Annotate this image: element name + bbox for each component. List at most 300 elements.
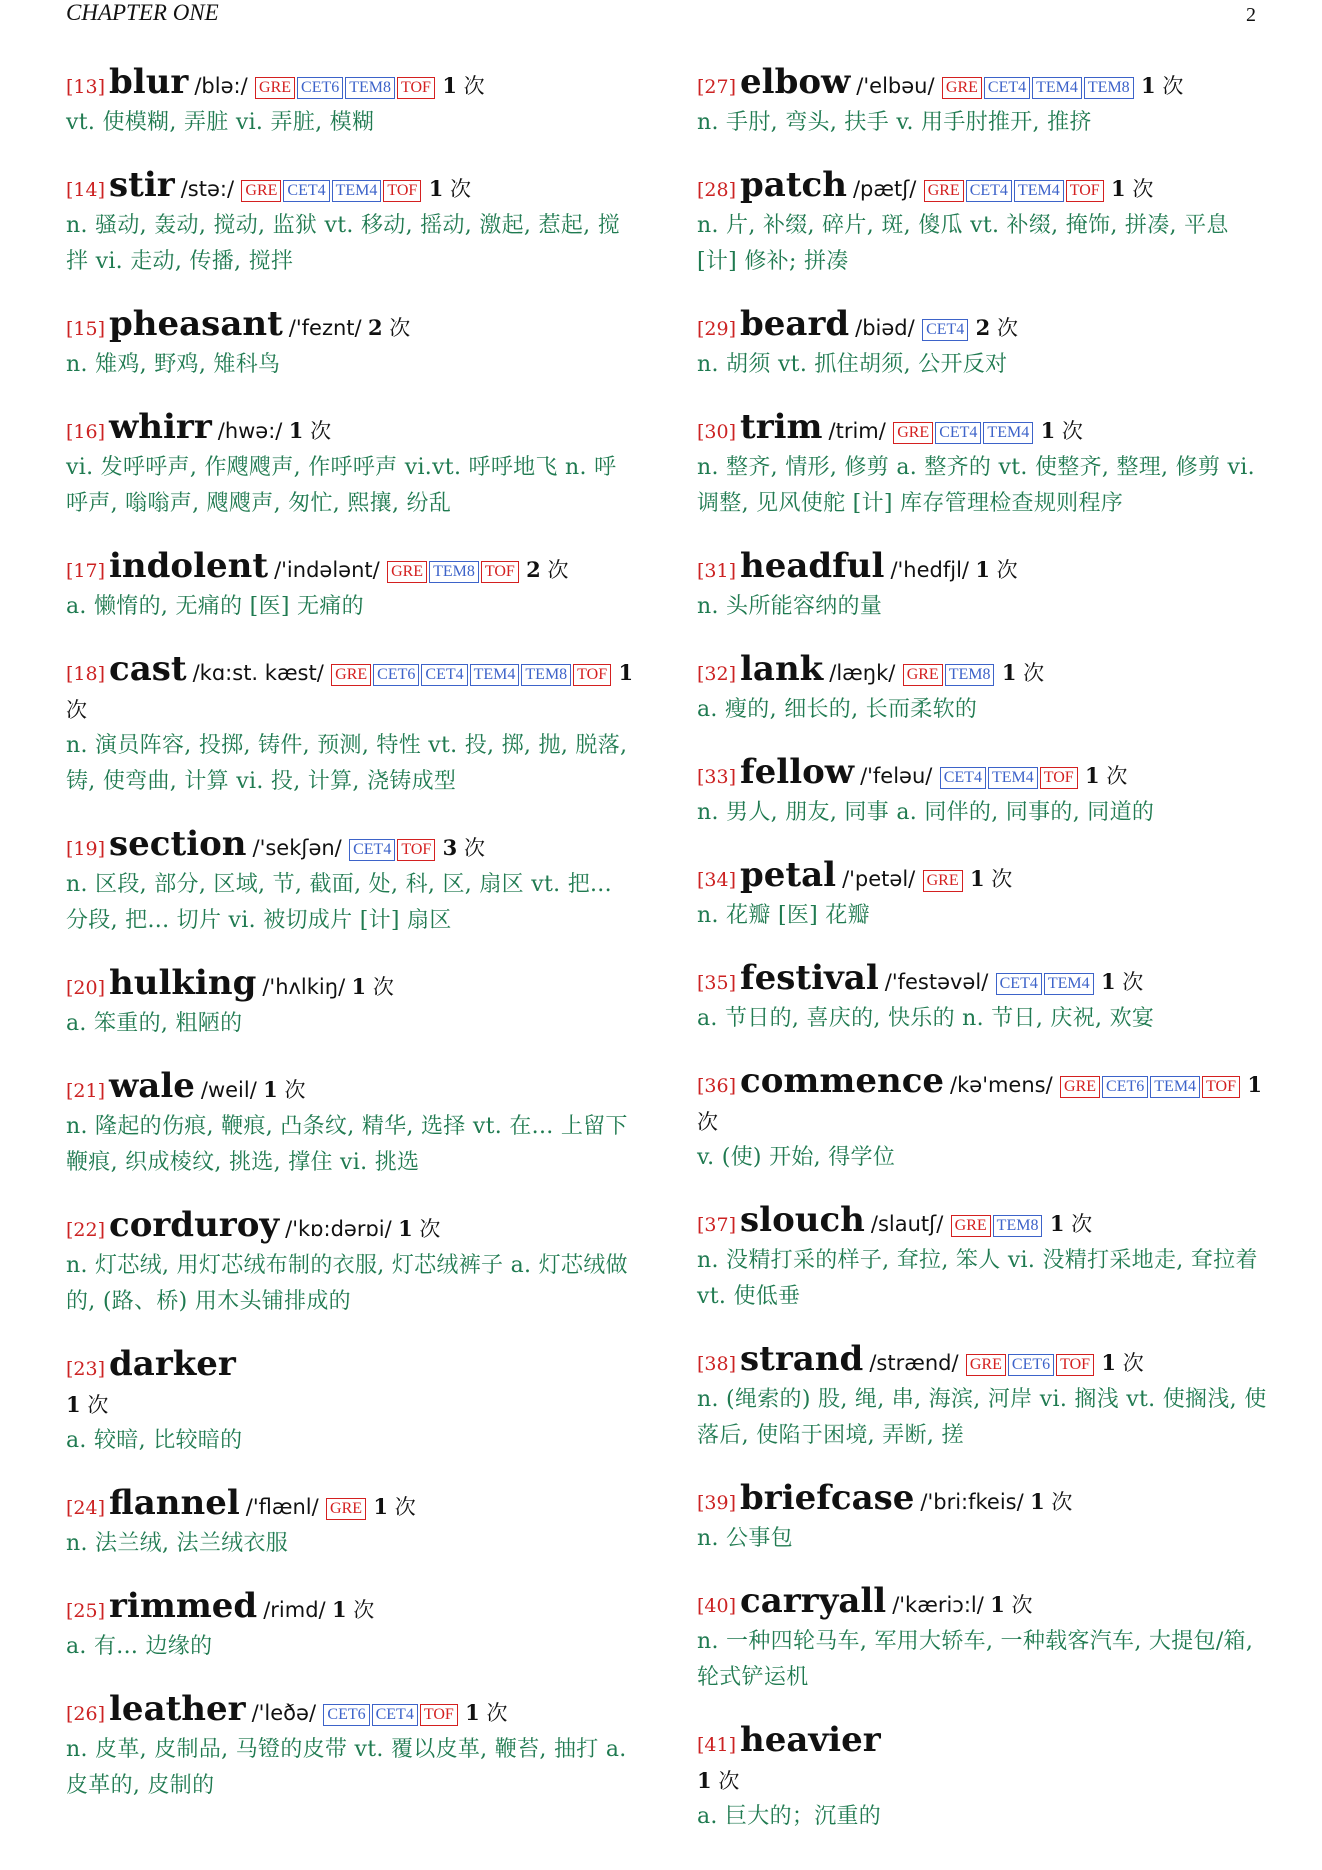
exam-tag: TEM8	[521, 664, 571, 686]
frequency-count	[1002, 661, 1044, 685]
entry-number: [13]	[66, 76, 106, 98]
definition: n. 花瓣 [医] 花瓣	[697, 903, 870, 928]
phonetic: /trim/	[828, 419, 886, 443]
headword: section	[109, 824, 247, 864]
headword: patch	[740, 165, 847, 205]
definition: vt. 使模糊, 弄脏 vi. 弄脏, 模糊	[66, 110, 375, 135]
exam-tag: GRE	[387, 561, 427, 583]
exam-tag: CET4	[940, 767, 986, 789]
frequency-count	[289, 419, 331, 443]
entry-number: [14]	[66, 179, 106, 201]
entry-number: [24]	[66, 1497, 106, 1519]
definition: a. 笨重的, 粗陋的	[66, 1011, 243, 1036]
headword: whirr	[109, 407, 212, 447]
vocab-entry	[66, 409, 638, 522]
entry-headline	[66, 167, 638, 208]
definition: n. 法兰绒, 法兰绒衣服	[66, 1531, 289, 1556]
phonetic: /'sekʃən/	[252, 836, 342, 860]
headword: headful	[740, 546, 885, 586]
headword: commence	[740, 1061, 945, 1101]
phonetic: /'indələnt/	[274, 558, 380, 582]
entry-number: [28]	[697, 179, 737, 201]
frequency-count	[1085, 764, 1127, 788]
phonetic: /biəd/	[855, 316, 915, 340]
entry-number: [18]	[66, 663, 106, 685]
entry-number: [34]	[697, 869, 737, 891]
exam-tag: TOF	[383, 180, 421, 202]
exam-tag: TEM8	[1084, 77, 1134, 99]
exam-tag: TEM4	[988, 767, 1038, 789]
headword: pheasant	[109, 304, 283, 344]
exam-tag: CET6	[297, 77, 343, 99]
frequency-unit: 次	[996, 558, 1018, 582]
frequency-unit: 次	[991, 867, 1013, 891]
exam-tag: TEM8	[993, 1215, 1043, 1237]
frequency-unit: 次	[1023, 661, 1045, 685]
exam-tag: GRE	[966, 1354, 1006, 1376]
exam-tag: TEM8	[945, 664, 995, 686]
definition: n. 隆起的伤痕, 鞭痕, 凸条纹, 精华, 选择 vt. 在... 上留下鞭痕, 织成棱纹, 挑选, 撑住 vi. 挑选	[66, 1114, 628, 1175]
exam-tag: CET4	[966, 180, 1012, 202]
headword: heavier	[740, 1720, 881, 1760]
vocab-entry	[66, 548, 638, 625]
exam-tag: CET6	[323, 1704, 369, 1726]
headword: rimmed	[109, 1586, 258, 1626]
headword: blur	[109, 62, 189, 102]
exam-tag: CET4	[349, 839, 395, 861]
phonetic: /kɑ:st. kæst/	[192, 661, 324, 685]
entry-number: [41]	[697, 1734, 737, 1756]
exam-tag: TOF	[1066, 180, 1104, 202]
exam-tag: TEM4	[470, 664, 520, 686]
entry-number: [39]	[697, 1492, 737, 1514]
exam-tag: TOF	[397, 77, 435, 99]
frequency-unit: 次	[463, 74, 485, 98]
vocab-entry	[66, 1207, 638, 1320]
frequency-number: 1	[288, 418, 304, 443]
frequency-count	[976, 316, 1018, 340]
frequency-count	[442, 74, 484, 98]
entry-number: [21]	[66, 1080, 106, 1102]
entry-headline	[697, 548, 1269, 589]
headword: leather	[109, 1689, 246, 1729]
headword: petal	[740, 855, 837, 895]
vocab-entry	[66, 826, 638, 939]
entry-number: [30]	[697, 421, 737, 443]
frequency-unit: 次	[697, 1110, 718, 1134]
frequency-count	[970, 867, 1012, 891]
frequency-unit: 次	[66, 698, 87, 722]
headword: trim	[740, 407, 823, 447]
exam-tag: TOF	[1202, 1076, 1240, 1098]
frequency-count	[1050, 1212, 1092, 1236]
vocab-entry	[66, 1485, 638, 1562]
exam-tag: TEM8	[429, 561, 479, 583]
exam-tag: GRE	[331, 664, 371, 686]
vocab-entry	[697, 651, 1269, 728]
phonetic: /rimd/	[263, 1598, 326, 1622]
left-column	[66, 64, 638, 1830]
definition: n. 演员阵容, 投掷, 铸件, 预测, 特性 vt. 投, 掷, 抛, 脱落, 铸, 使弯曲, 计算 vi. 投, 计算, 浇铸成型	[66, 733, 628, 794]
entry-headline	[66, 1588, 638, 1629]
entry-headline	[66, 1346, 638, 1423]
frequency-unit: 次	[284, 1078, 306, 1102]
exam-tag: TOF	[1040, 767, 1078, 789]
page-number: 2	[1246, 4, 1256, 26]
frequency-unit: 次	[996, 316, 1018, 340]
frequency-number: 1	[442, 73, 457, 98]
frequency-number: 1	[1247, 1072, 1262, 1097]
frequency-number: 1	[465, 1700, 480, 1725]
entry-headline	[697, 1583, 1269, 1624]
definition: n. 整齐, 情形, 修剪 a. 整齐的 vt. 使整齐, 整理, 修剪 vi. 调整, 见风使舵 [计] 库存管理检查规则程序	[697, 455, 1255, 516]
headword: elbow	[740, 62, 851, 102]
entry-headline	[697, 1341, 1269, 1382]
phonetic: /'kɒ:dərɒi/	[285, 1217, 392, 1241]
frequency-number: 1	[1040, 418, 1056, 443]
vocab-entry	[66, 1588, 638, 1665]
frequency-unit: 次	[1132, 177, 1154, 201]
vocab-entry	[697, 857, 1269, 934]
frequency-unit: 次	[389, 316, 411, 340]
definition: a. 懒惰的, 无痛的 [医] 无痛的	[66, 594, 364, 619]
vocab-entry	[697, 1583, 1269, 1696]
definition: a. 较暗, 比较暗的	[66, 1428, 243, 1453]
exam-tag: TEM4	[983, 422, 1033, 444]
entry-headline	[66, 64, 638, 105]
frequency-number: 1	[1111, 176, 1126, 201]
exam-tag: GRE	[893, 422, 933, 444]
entry-number: [25]	[66, 1600, 106, 1622]
frequency-number: 1	[1001, 660, 1017, 685]
frequency-unit: 次	[463, 836, 485, 860]
headword: hulking	[109, 963, 257, 1003]
headword: darker	[109, 1344, 236, 1384]
phonetic: /'flænl/	[245, 1495, 319, 1519]
phonetic: /pætʃ/	[852, 177, 917, 201]
definition: n. 男人, 朋友, 同事 a. 同伴的, 同事的, 同道的	[697, 800, 1155, 825]
phonetic: /'feləu/	[860, 764, 933, 788]
exam-tag: TOF	[481, 561, 519, 583]
entry-number: [23]	[66, 1358, 106, 1380]
entry-number: [17]	[66, 560, 106, 582]
exam-tag: GRE	[923, 870, 963, 892]
phonetic: /stə:/	[180, 177, 235, 201]
frequency-count	[368, 316, 410, 340]
entry-headline	[697, 857, 1269, 898]
frequency-number: 1	[1049, 1211, 1065, 1236]
entry-headline	[697, 64, 1269, 105]
entry-number: [16]	[66, 421, 106, 443]
entry-number: [37]	[697, 1214, 737, 1236]
entry-headline	[66, 1485, 638, 1526]
entry-headline	[66, 548, 638, 589]
entry-headline	[697, 306, 1269, 347]
definition: n. (绳索的) 股, 绳, 串, 海滨, 河岸 vi. 搁浅 vt. 使搁浅, 使落后, 使陷于困境, 弄断, 搓	[697, 1387, 1267, 1448]
exam-tag: TEM4	[1150, 1076, 1200, 1098]
exam-tag: GRE	[942, 77, 982, 99]
entry-headline	[697, 1722, 1269, 1799]
frequency-unit: 次	[87, 1393, 109, 1417]
entry-headline	[66, 1207, 638, 1248]
headword: indolent	[109, 546, 269, 586]
vocab-entry	[697, 1722, 1269, 1835]
exam-tag: TEM8	[345, 77, 395, 99]
entry-headline	[697, 1202, 1269, 1243]
frequency-count	[66, 1393, 108, 1417]
frequency-number: 2	[367, 315, 383, 340]
headword: carryall	[740, 1581, 887, 1621]
vocab-entry	[697, 1341, 1269, 1454]
headword: slouch	[740, 1200, 865, 1240]
frequency-unit: 次	[1162, 74, 1184, 98]
exam-tag: TOF	[397, 839, 435, 861]
definition: n. 皮革, 皮制品, 马镫的皮带 vt. 覆以皮革, 鞭苔, 抽打 a. 皮革的, 皮制的	[66, 1737, 627, 1798]
definition: n. 区段, 部分, 区域, 节, 截面, 处, 科, 区, 扇区 vt. 把... 分段, 把... 切片 vi. 被切成片 [计] 扇区	[66, 872, 612, 933]
entry-headline	[66, 1691, 638, 1732]
exam-tag: CET4	[935, 422, 981, 444]
exam-tag: CET4	[922, 319, 968, 341]
frequency-unit: 次	[1122, 1351, 1144, 1375]
frequency-count	[1101, 1351, 1143, 1375]
frequency-number: 1	[351, 974, 367, 999]
headword: stir	[109, 165, 175, 205]
frequency-unit: 次	[1071, 1212, 1093, 1236]
frequency-count	[398, 1217, 440, 1241]
phonetic: /'hedfjl/	[890, 558, 969, 582]
page-header	[66, 0, 1256, 32]
frequency-count	[1030, 1490, 1072, 1514]
exam-tag: GRE	[241, 180, 281, 202]
vocab-entry	[697, 409, 1269, 522]
entry-headline	[697, 754, 1269, 795]
entry-number: [20]	[66, 977, 106, 999]
frequency-number: 1	[969, 866, 985, 891]
phonetic: /hwə:/	[217, 419, 283, 443]
frequency-number: 1	[428, 176, 444, 201]
frequency-unit: 次	[718, 1769, 740, 1793]
exam-tag: GRE	[903, 664, 943, 686]
entry-number: [33]	[697, 766, 737, 788]
frequency-number: 1	[1030, 1489, 1045, 1514]
chapter-title: CHAPTER ONE	[66, 0, 219, 25]
right-column	[697, 64, 1269, 1861]
frequency-number: 1	[1085, 763, 1100, 788]
entry-number: [32]	[697, 663, 737, 685]
definition: n. 手肘, 弯头, 扶手 v. 用手肘推开, 推挤	[697, 110, 1092, 135]
definition: n. 公事包	[697, 1526, 793, 1551]
vocab-entry	[66, 64, 638, 141]
frequency-unit: 次	[450, 177, 471, 201]
exam-tag: CET4	[996, 973, 1042, 995]
frequency-unit: 次	[310, 419, 332, 443]
frequency-number: 1	[1141, 73, 1156, 98]
phonetic: /læŋk/	[829, 661, 896, 685]
entry-headline	[66, 1068, 638, 1109]
headword: corduroy	[109, 1205, 280, 1245]
phonetic: /'hʌlkiŋ/	[262, 975, 346, 999]
vocab-entry	[66, 1691, 638, 1804]
vocab-entry	[697, 754, 1269, 831]
vocab-entry	[697, 1202, 1269, 1315]
frequency-number: 1	[66, 1392, 81, 1417]
entry-number: [15]	[66, 318, 106, 340]
frequency-number: 3	[442, 835, 458, 860]
frequency-count	[373, 1495, 415, 1519]
entry-headline	[697, 651, 1269, 692]
frequency-unit: 次	[1051, 1490, 1073, 1514]
frequency-unit: 次	[394, 1495, 416, 1519]
exam-tag: CET6	[1008, 1354, 1054, 1376]
definition: n. 没精打采的样子, 耷拉, 笨人 vi. 没精打采地走, 耷拉着 vt. 使低垂	[697, 1248, 1258, 1309]
entry-number: [22]	[66, 1219, 106, 1241]
headword: beard	[740, 304, 850, 344]
headword: briefcase	[740, 1478, 915, 1518]
definition: n. 胡须 vt. 抓住胡须, 公开反对	[697, 352, 1008, 377]
headword: lank	[740, 649, 824, 689]
frequency-unit: 次	[1122, 970, 1144, 994]
frequency-number: 1	[373, 1494, 389, 1519]
exam-tag: CET6	[373, 664, 419, 686]
frequency-unit: 次	[1106, 764, 1128, 788]
vocab-entry	[697, 1063, 1269, 1176]
vocab-entry	[66, 1346, 638, 1459]
vocab-entry	[697, 960, 1269, 1037]
exam-tag: TOF	[1056, 1354, 1094, 1376]
definition: a. 巨大的；沉重的	[697, 1804, 882, 1829]
frequency-number: 1	[331, 1597, 347, 1622]
entry-number: [38]	[697, 1353, 737, 1375]
entry-headline	[697, 1063, 1269, 1140]
entry-headline	[697, 167, 1269, 208]
entry-headline	[697, 409, 1269, 450]
frequency-count	[263, 1078, 305, 1102]
definition: n. 灯芯绒, 用灯芯绒布制的衣服, 灯芯绒裤子 a. 灯芯绒做的, (路、桥) 用木头铺排成的	[66, 1253, 628, 1314]
frequency-count	[1101, 970, 1143, 994]
entry-number: [19]	[66, 838, 106, 860]
phonetic: /'feznt/	[288, 316, 362, 340]
frequency-number: 1	[975, 557, 990, 582]
frequency-number: 1	[618, 660, 634, 685]
definition: n. 雉鸡, 野鸡, 雉科鸟	[66, 352, 281, 377]
phonetic: /'petəl/	[842, 867, 916, 891]
definition: n. 骚动, 轰动, 搅动, 监狱 vt. 移动, 摇动, 激起, 惹起, 搅拌 vi. 走动, 传播, 搅拌	[66, 213, 621, 274]
phonetic: /weil/	[200, 1078, 257, 1102]
entry-number: [40]	[697, 1595, 737, 1617]
headword: flannel	[109, 1483, 240, 1523]
vocab-entry	[66, 651, 638, 800]
phonetic: /kə'mens/	[950, 1073, 1053, 1097]
headword: wale	[109, 1066, 195, 1106]
frequency-count	[465, 1701, 507, 1725]
frequency-unit: 次	[1061, 419, 1083, 443]
phonetic: /'leðə/	[251, 1701, 317, 1725]
entry-number: [26]	[66, 1703, 106, 1725]
exam-tag: CET4	[421, 664, 467, 686]
vocab-entry	[697, 1480, 1269, 1557]
phonetic: /'bri:fkeis/	[920, 1490, 1024, 1514]
phonetic: /strænd/	[869, 1351, 959, 1375]
frequency-number: 1	[1101, 1350, 1117, 1375]
entry-headline	[697, 1480, 1269, 1521]
frequency-number: 1	[398, 1216, 413, 1241]
frequency-count	[332, 1598, 374, 1622]
frequency-number: 2	[526, 557, 541, 582]
frequency-unit: 次	[372, 975, 394, 999]
entry-headline	[66, 651, 638, 728]
phonetic: /'kæriɔ:l/	[892, 1593, 984, 1617]
exam-tag: CET4	[984, 77, 1030, 99]
frequency-number: 1	[263, 1077, 278, 1102]
phonetic: /'elbəu/	[856, 74, 935, 98]
phonetic: /'festəvəl/	[884, 970, 989, 994]
entry-number: [31]	[697, 560, 737, 582]
exam-tag: GRE	[924, 180, 964, 202]
frequency-count	[697, 1769, 739, 1793]
exam-tag: CET4	[372, 1704, 418, 1726]
frequency-unit: 次	[419, 1217, 441, 1241]
headword: festival	[740, 958, 879, 998]
entry-headline	[66, 409, 638, 450]
frequency-number: 2	[975, 315, 991, 340]
frequency-unit: 次	[353, 1598, 375, 1622]
vocab-entry	[697, 167, 1269, 280]
definition: n. 一种四轮马车, 军用大轿车, 一种载客汽车, 大提包/箱, 轮式铲运机	[697, 1629, 1254, 1690]
headword: cast	[109, 649, 187, 689]
frequency-count	[990, 1593, 1032, 1617]
vocab-entry	[66, 167, 638, 280]
vocab-entry	[66, 306, 638, 383]
frequency-count	[1111, 177, 1153, 201]
frequency-unit: 次	[547, 558, 569, 582]
frequency-count	[1141, 74, 1183, 98]
definition: vi. 发呼呼声, 作飕飕声, 作呼呼声 vi.vt. 呼呼地飞 n. 呼呼声, 嗡嗡声, 飕飕声, 匆忙, 熙攘, 纷乱	[66, 455, 617, 516]
exam-tag: CET6	[1102, 1076, 1148, 1098]
entry-number: [29]	[697, 318, 737, 340]
frequency-count	[526, 558, 568, 582]
exam-tag: TEM4	[1014, 180, 1064, 202]
frequency-count	[443, 836, 485, 860]
vocab-entry	[66, 1068, 638, 1181]
headword: fellow	[740, 752, 855, 792]
entry-number: [27]	[697, 76, 737, 98]
frequency-count	[429, 177, 471, 201]
vocab-entry	[697, 306, 1269, 383]
frequency-count	[975, 558, 1017, 582]
entry-headline	[66, 306, 638, 347]
exam-tag: TEM4	[1032, 77, 1082, 99]
frequency-unit: 次	[1011, 1593, 1033, 1617]
vocab-entry	[697, 64, 1269, 141]
definition: v. (使) 开始, 得学位	[697, 1145, 896, 1170]
exam-tag: GRE	[951, 1215, 991, 1237]
entry-number: [36]	[697, 1075, 737, 1097]
entry-headline	[66, 826, 638, 867]
frequency-number: 1	[990, 1592, 1005, 1617]
definition: a. 瘦的, 细长的, 长而柔软的	[697, 697, 978, 722]
frequency-unit: 次	[486, 1701, 508, 1725]
frequency-number: 1	[697, 1768, 712, 1793]
definition: a. 有... 边缘的	[66, 1634, 213, 1659]
vocab-entry	[66, 965, 638, 1042]
entry-number: [35]	[697, 972, 737, 994]
definition: n. 头所能容纳的量	[697, 594, 883, 619]
definition: n. 片, 补缀, 碎片, 斑, 傻瓜 vt. 补缀, 掩饰, 拼凑, 平息 [计] 修补; 拼凑	[697, 213, 1229, 274]
headword: strand	[740, 1339, 864, 1379]
exam-tag: TEM4	[332, 180, 382, 202]
frequency-count	[1041, 419, 1083, 443]
phonetic: /slautʃ/	[870, 1212, 944, 1236]
